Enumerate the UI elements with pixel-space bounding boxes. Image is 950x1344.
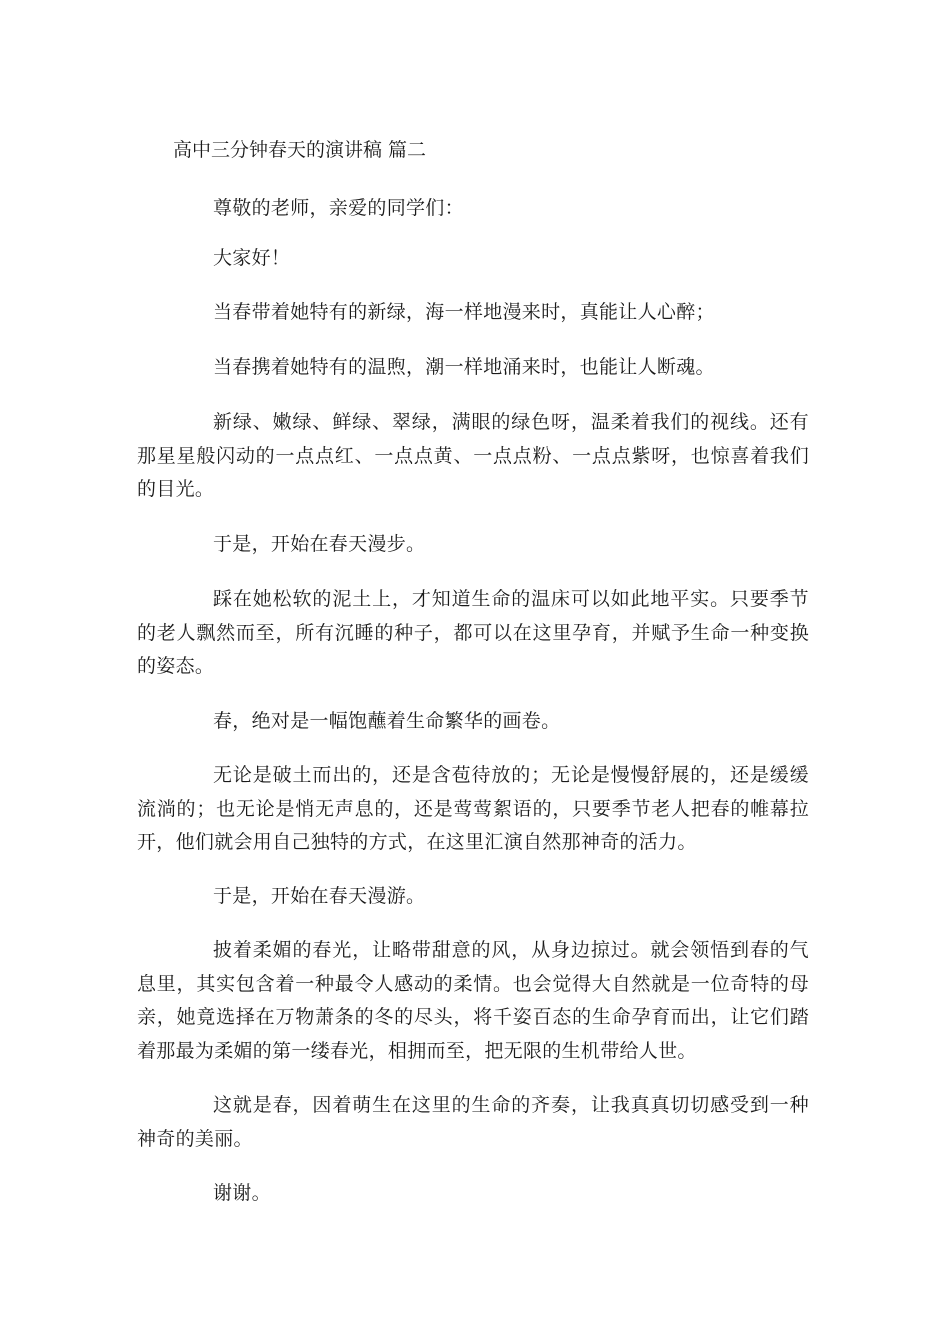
paragraph-greeting: 尊敬的老师，亲爱的同学们： bbox=[213, 197, 464, 219]
paragraph: 新绿、嫩绿、鲜绿、翠绿，满眼的绿色呀，温柔着我们的视线。还有那星星般闪动的一点点红、一点点黄、一点点粉、一点点紫呀，也惊喜着我们的目光。 bbox=[137, 411, 809, 500]
paragraph: 这就是春，因着萌生在这里的生命的齐奏，让我真真切切感受到一种神奇的美丽。 bbox=[137, 1094, 809, 1150]
paragraph: 于是，开始在春天漫步。 bbox=[213, 533, 426, 555]
paragraph: 当春携着她特有的温煦，潮一样地涌来时，也能让人断魂。 bbox=[213, 356, 715, 378]
document-title: 高中三分钟春天的演讲稿 篇二 bbox=[173, 139, 427, 161]
paragraph: 当春带着她特有的新绿，海一样地漫来时，真能让人心醉； bbox=[213, 301, 715, 323]
paragraph: 无论是破土而出的，还是含苞待放的；无论是慢慢舒展的，还是缓缓流淌的；也无论是悄无声息的，还是莺莺絮语的，只要季节老人把春的帷幕拉开，他们就会用自己独特的方式，在这里汇演自然那神奇的活力。 bbox=[137, 764, 809, 853]
paragraph-hello: 大家好！ bbox=[213, 247, 291, 269]
paragraph: 于是，开始在春天漫游。 bbox=[213, 885, 426, 907]
paragraph: 春，绝对是一幅饱蘸着生命繁华的画卷。 bbox=[213, 710, 561, 732]
paragraph: 踩在她松软的泥土上，才知道生命的温床可以如此地平实。只要季节的老人飘然而至，所有沉睡的种子，都可以在这里孕育，并赋予生命一种变换的姿态。 bbox=[137, 588, 809, 677]
paragraph: 披着柔媚的春光，让略带甜意的风，从身边掠过。就会领悟到春的气息里，其实包含着一种最令人感动的柔情。也会觉得大自然就是一位奇特的母亲，她竟选择在万物萧条的冬的尽头，将千姿百态的生命孕育而出，让它们踏着那最为柔媚的第一缕春光，相拥而至，把无限的生机带给人世。 bbox=[137, 939, 809, 1062]
paragraph-thanks: 谢谢。 bbox=[213, 1182, 271, 1204]
